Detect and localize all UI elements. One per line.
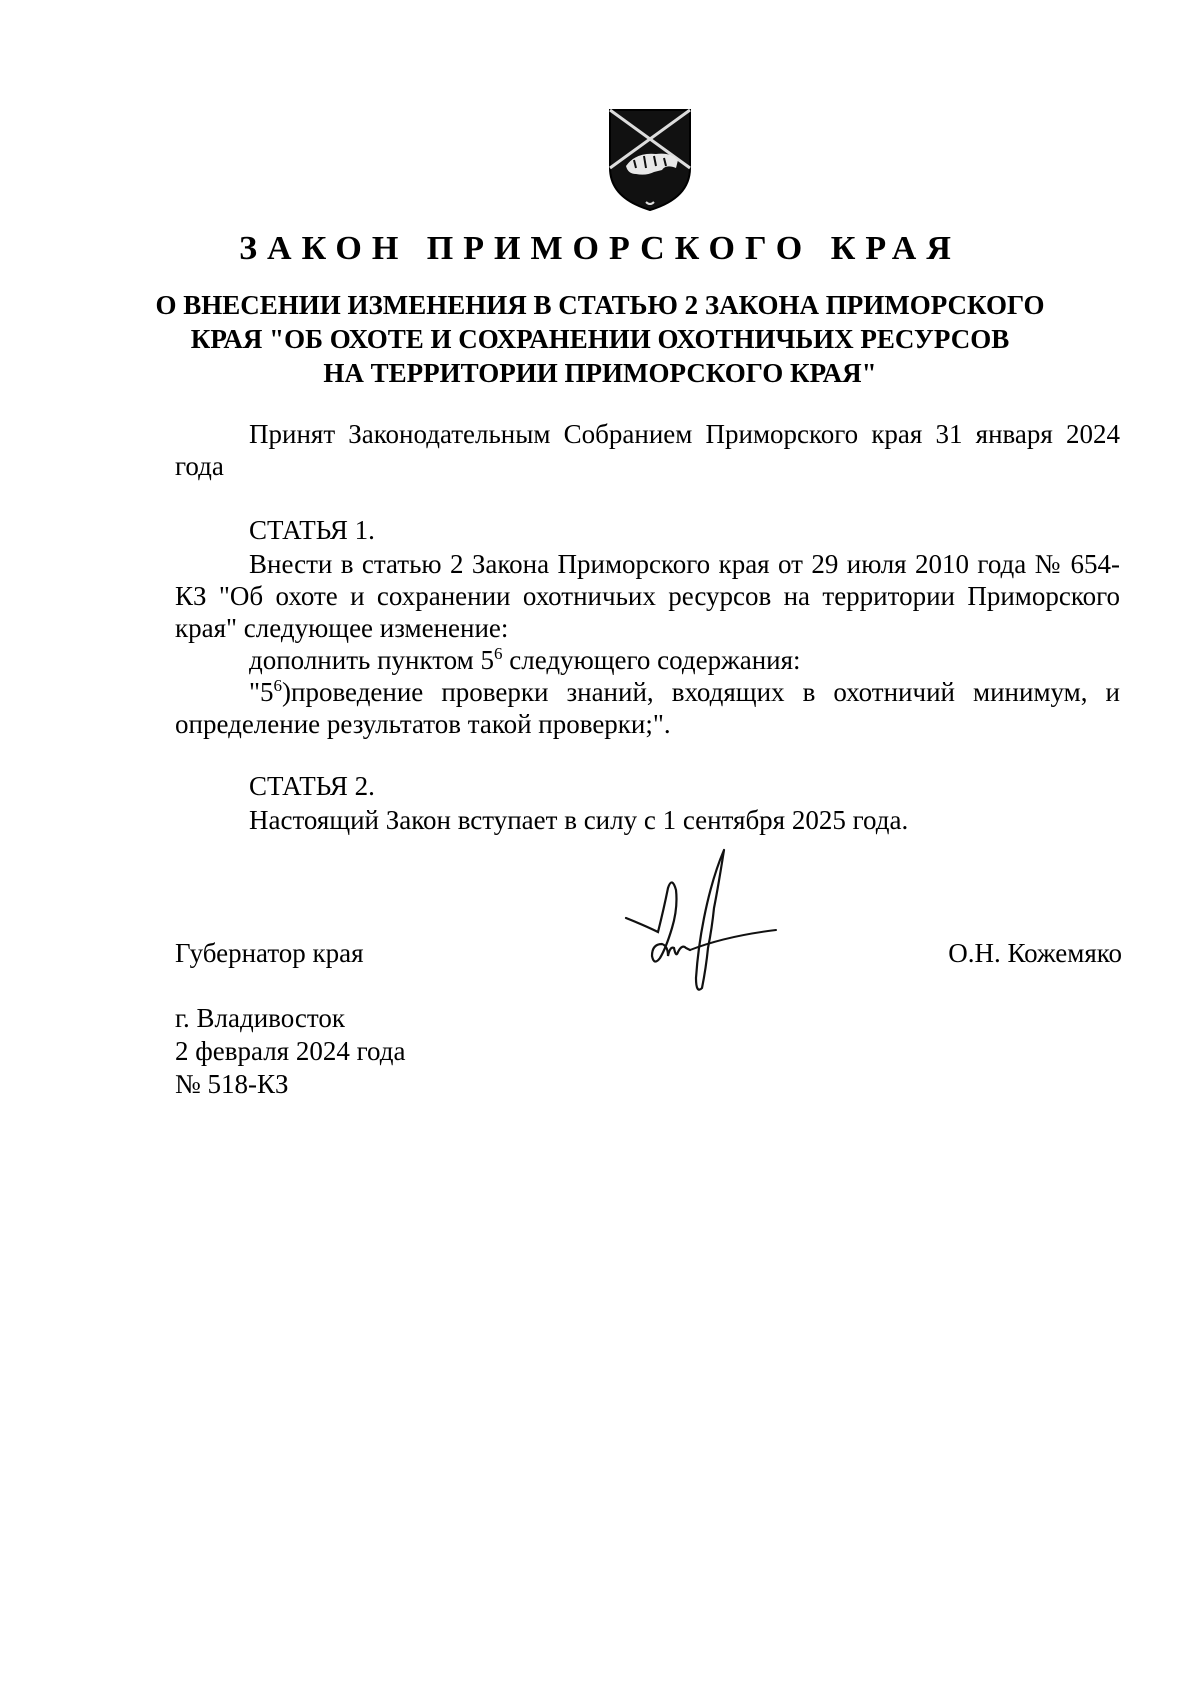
- article-2-heading: СТАТЬЯ 2.: [249, 771, 375, 801]
- subtitle-line: О ВНЕСЕНИИ ИЗМЕНЕНИЯ В СТАТЬЮ 2 ЗАКОНА ПРИМОРСКОГО: [155, 290, 1045, 320]
- amend-before: дополнить пунктом 5: [249, 645, 494, 675]
- city: г. Владивосток: [175, 1003, 345, 1033]
- law-subtitle: [150, 288, 1050, 390]
- subtitle-line: НА ТЕРРИТОРИИ ПРИМОРСКОГО КРАЯ": [323, 358, 877, 388]
- date: 2 февраля 2024 года: [175, 1036, 406, 1066]
- quote-text: )проведение проверки знаний, входящих в охотничий минимум, и определение результатов такой проверки;".: [175, 677, 1120, 739]
- law-title: ЗАКОН ПРИМОРСКОГО КРАЯ: [239, 230, 961, 267]
- law-number: № 518-КЗ: [175, 1069, 289, 1099]
- handwritten-signature-icon: [616, 848, 786, 998]
- amend-superscript: 6: [494, 644, 503, 663]
- article-1-paragraph: Внести в статью 2 Закона Приморского края от 29 июля 2010 года № 654-КЗ "Об охоте и сохранении охотничьих ресурсов на территории Приморского края" следующее изменение:: [175, 549, 1120, 643]
- governor-name: О.Н. Кожемяко: [948, 938, 1122, 968]
- primorye-coat-of-arms-icon: [606, 106, 694, 214]
- article-1-heading: СТАТЬЯ 1.: [249, 515, 375, 545]
- subtitle-line: КРАЯ "ОБ ОХОТЕ И СОХРАНЕНИИ ОХОТНИЧЬИХ РЕСУРСОВ: [190, 324, 1010, 354]
- governor-position: Губернатор края: [175, 938, 364, 968]
- quote-open: "5: [249, 677, 274, 707]
- adoption-statement: Принят Законодательным Собранием Приморского края 31 января 2024 года: [175, 419, 1120, 481]
- article-1-amendment: [175, 644, 1194, 676]
- amend-after: следующего содержания:: [502, 645, 801, 675]
- quote-superscript: 6: [273, 676, 283, 695]
- article-2-paragraph: Настоящий Закон вступает в силу с 1 сентября 2025 года.: [249, 805, 909, 835]
- article-1-quote: [175, 676, 1120, 740]
- place-date-number: [175, 1002, 405, 1101]
